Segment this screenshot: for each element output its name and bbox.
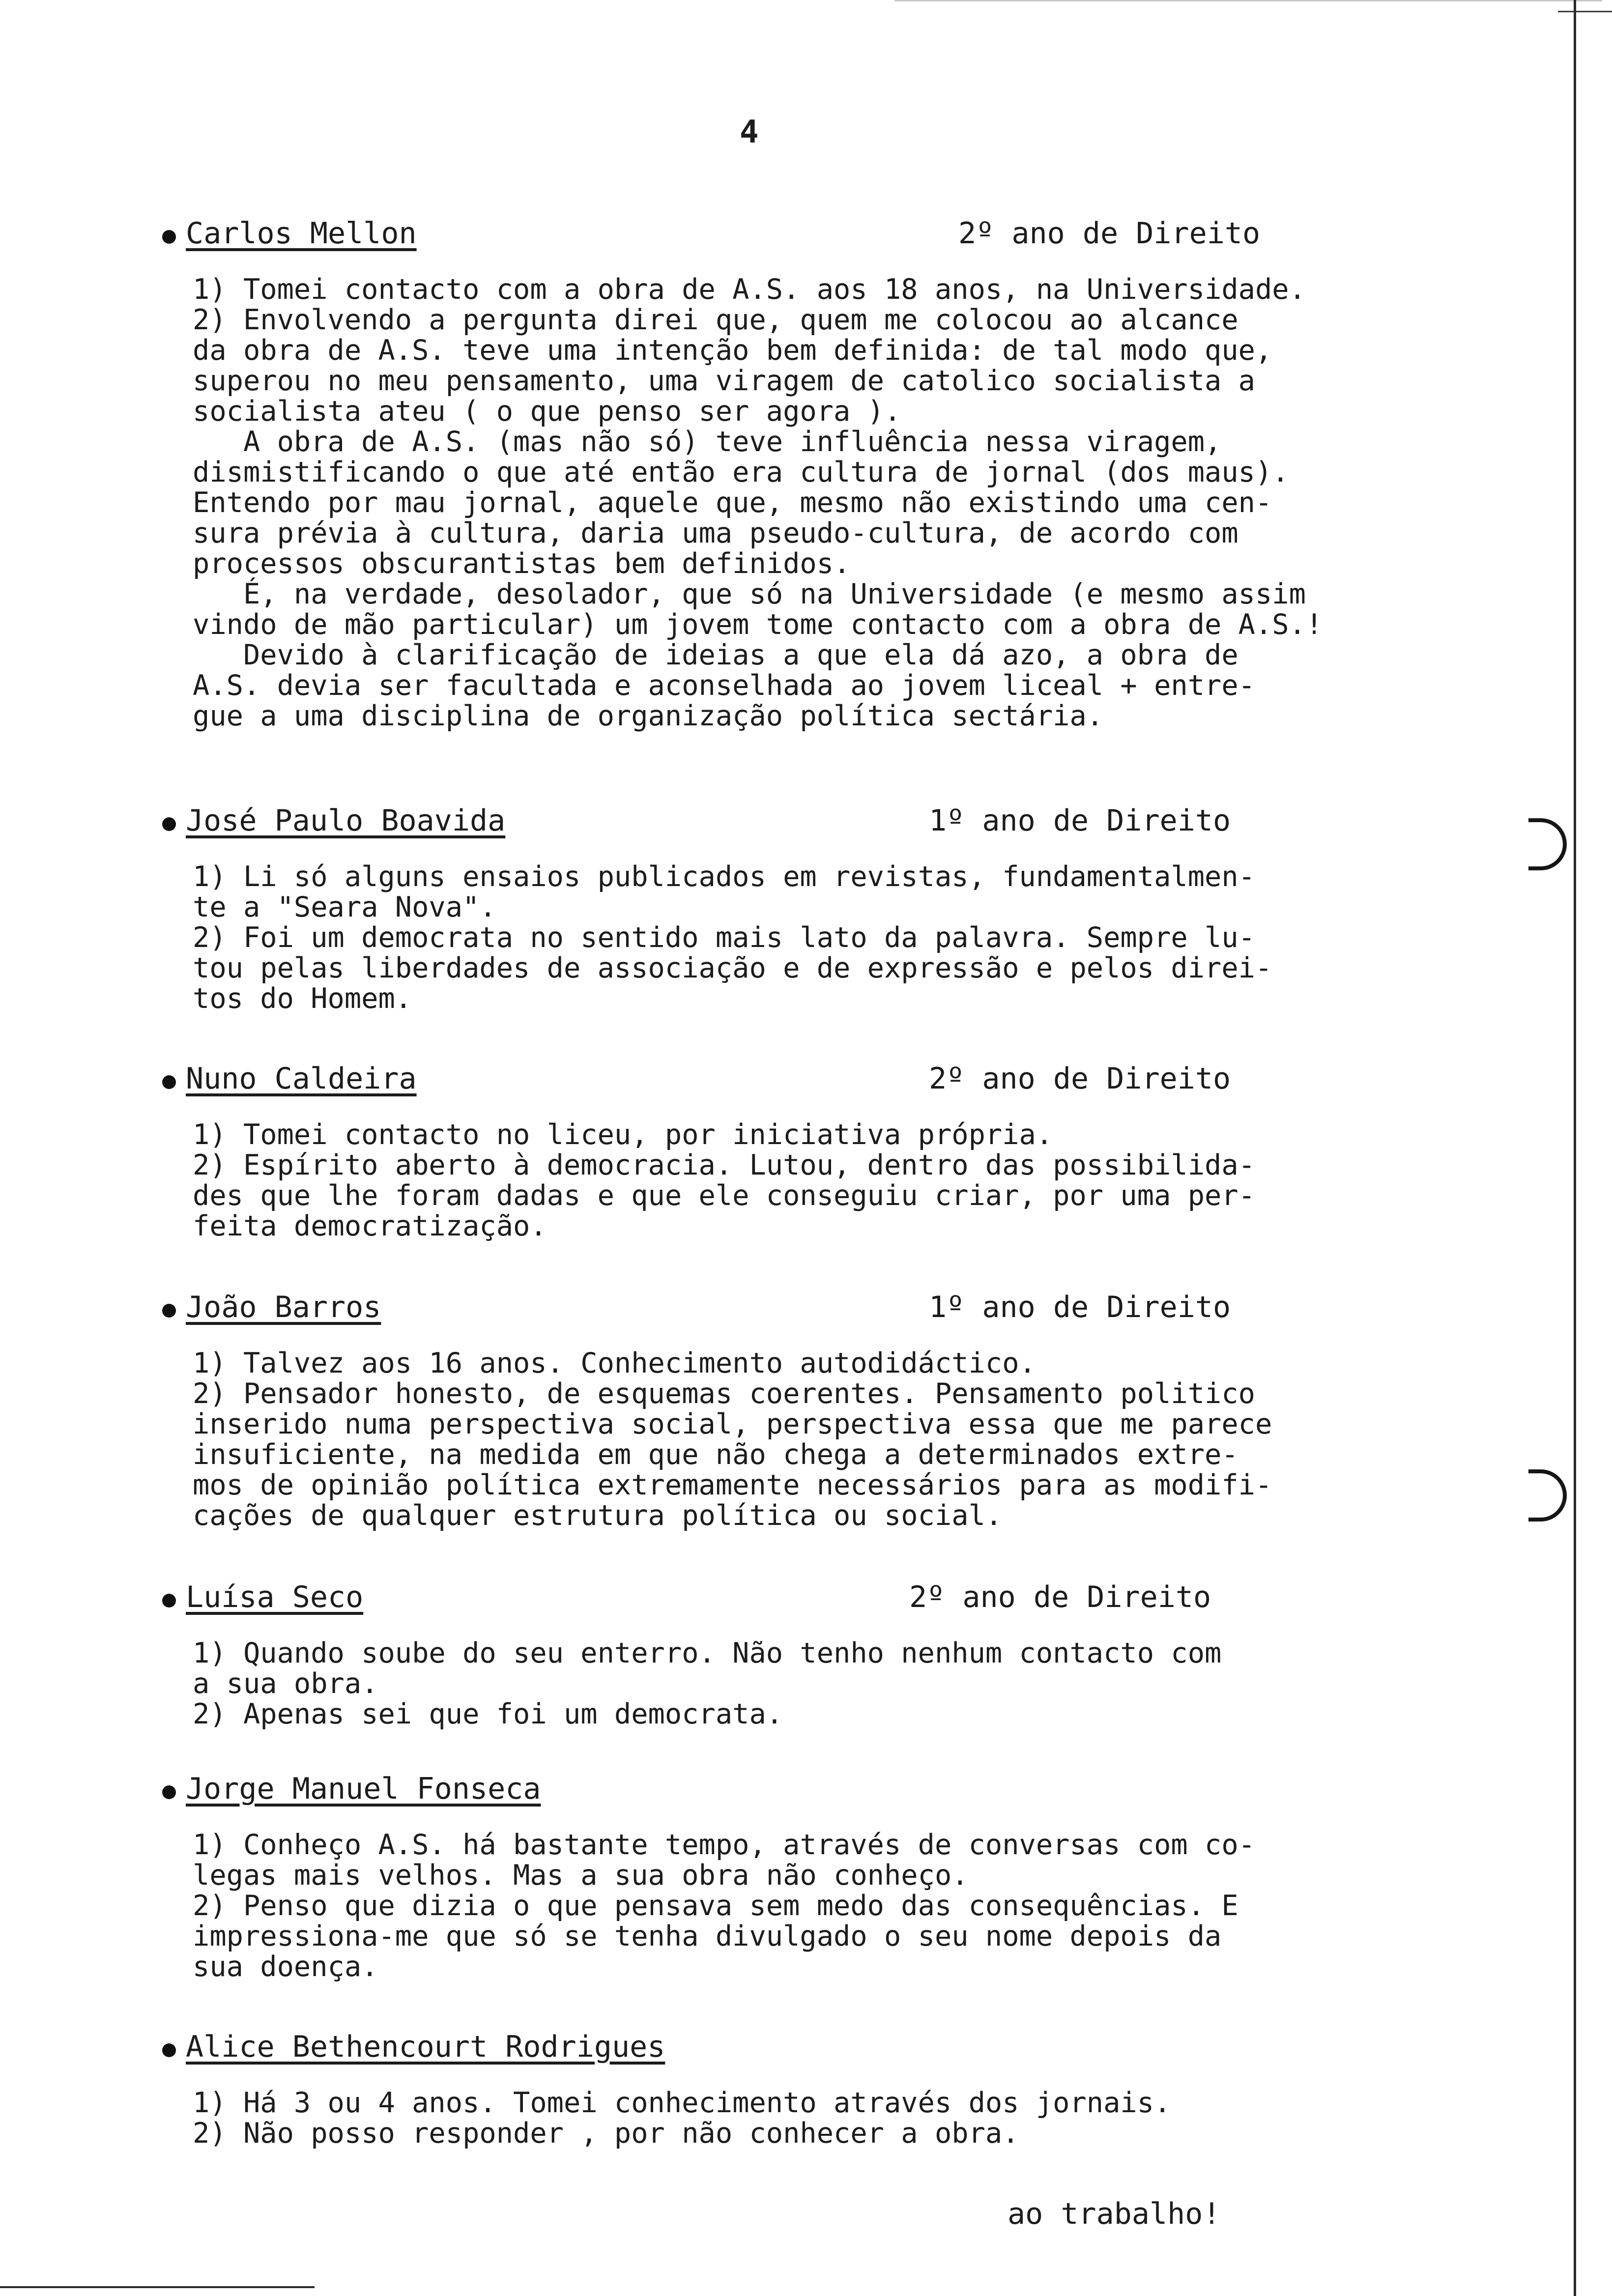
entry-header [162,216,1499,260]
person-name: Luísa Seco [186,1580,364,1614]
text-line: inserido numa perspectiva social, perspectiva essa que me parece [193,1408,1272,1440]
text-line: 1) Tomei contacto no liceu, por iniciativa própria. [193,1119,1053,1151]
course-label: 1º ano de Direito [929,804,1231,838]
entry-header [162,1290,1499,1334]
person-name: Alice Bethencourt Rodrigues [186,2030,665,2064]
text-line: socialista ateu ( o que penso ser agora ). [193,395,901,428]
right-edge-line [1574,0,1576,2296]
text-line: A.S. devia ser facultada e aconselhada ao jovem liceal + entre- [193,669,1255,702]
text-line: 1) Há 3 ou 4 anos. Tomei conhecimento através dos jornais. [193,2087,1171,2119]
text-line: sua doença. [193,1951,378,1983]
text-line: 2) Foi um democrata no sentido mais lato da palavra. Sempre lu- [193,921,1255,954]
text-line: tou pelas liberdades de associação e de expressão e pelos direi- [193,952,1272,984]
text-line: gue a uma disciplina de organização política sectária. [193,700,1104,732]
text-line: superou no meu pensamento, uma viragem de catolico socialista a [193,365,1255,397]
text-line: 2) Envolvendo a pergunta direi que, quem me colocou ao alcance [193,304,1238,336]
punch-hole-mark [1528,1469,1567,1521]
top-edge-line [894,0,1602,1]
text-line: vindo de mão particular) um jovem tome contacto com a obra de A.S.! [193,608,1323,641]
person-name: João Barros [186,1290,381,1324]
entry-header [162,2030,1499,2074]
text-line: Entendo por mau jornal, aquele que, mesmo não existindo uma cen- [193,487,1272,519]
person-name: Jorge Manuel Fonseca [186,1772,541,1806]
person-name: Nuno Caldeira [186,1062,417,1096]
text-line: mos de opinião política extremamente necessários para as modifi- [193,1469,1272,1501]
entry-joao-barros [162,1290,1499,1531]
text-line: A obra de A.S. (mas não só) teve influência nessa viragem, [193,426,1222,458]
entry-nuno-caldeira [162,1062,1499,1241]
text-line: processos obscurantistas bem definidos. [193,547,851,580]
text-line: 1) Conheço A.S. há bastante tempo, através de conversas com co- [193,1829,1255,1861]
text-line: da obra de A.S. teve uma intenção bem definida: de tal modo que, [193,334,1272,367]
text-line: legas mais velhos. Mas a sua obra não conheço. [193,1859,969,1892]
person-name: José Paulo Boavida [186,804,506,838]
text-line: É, na verdade, desolador, que só na Universidade (e mesmo assim [193,578,1306,610]
bottom-edge-line [0,2286,315,2288]
text-line: dismistificando o que até então era cultura de jornal (dos maus). [193,456,1289,488]
text-line: 1) Li só alguns ensaios publicados em revistas, fundamentalmen- [193,861,1255,893]
text-line: des que lhe foram dadas e que ele conseguiu criar, por uma per- [193,1179,1255,1212]
bullet-icon [162,1304,176,1318]
entry-header [162,1062,1499,1106]
bullet-icon [162,817,176,831]
course-label: 2º ano de Direito [958,216,1261,251]
bullet-icon [162,230,176,244]
entry-carlos-mellon [162,216,1499,731]
bullet-icon [162,2043,176,2057]
text-line: 2) Pensador honesto, de esquemas coerentes. Pensamento politico [193,1378,1255,1410]
bullet-icon [162,1594,176,1607]
text-line: sura prévia à cultura, daria uma pseudo-cultura, de acordo com [193,517,1238,549]
entry-header [162,1772,1499,1816]
text-line: 2) Não posso responder , por não conhecer a obra. [193,2117,1019,2150]
course-label: 2º ano de Direito [909,1580,1211,1614]
person-name: Carlos Mellon [186,216,417,251]
entry-jorge-manuel-fonseca [162,1772,1499,1982]
text-line: cações de qualquer estrutura política ou social. [193,1499,1003,1532]
text-line: 1) Talvez aos 16 anos. Conhecimento autodidáctico. [193,1347,1036,1379]
text-line: 2) Penso que dizia o que pensava sem medo das consequências. E [193,1890,1238,1922]
entry-header [162,1580,1499,1624]
text-line: feita democratização. [193,1210,547,1242]
closing-note: ao trabalho! [1008,2197,1221,2231]
text-line: insuficiente, na medida em que não chega a determinados extre- [193,1438,1238,1471]
text-line: tos do Homem. [193,982,412,1015]
course-label: 2º ano de Direito [929,1062,1231,1096]
text-line: 2) Espírito aberto à democracia. Lutou, dentro das possibilida- [193,1149,1255,1181]
punch-hole-mark [1528,818,1567,870]
page-number: 4 [740,114,759,150]
text-line: impressiona-me que só se tenha divulgado o seu nome depois da [193,1920,1222,1952]
text-line: 2) Apenas sei que foi um democrata. [193,1698,783,1730]
entry-jose-paulo-boavida [162,804,1499,1014]
course-label: 1º ano de Direito [929,1290,1231,1324]
text-line: Devido à clarificação de ideias a que ela dá azo, a obra de [193,639,1238,671]
entry-header [162,804,1499,848]
bullet-icon [162,1785,176,1799]
text-line: a sua obra. [193,1667,378,1700]
entry-alice-bethencourt-rodrigues [162,2030,1499,2149]
text-line: 1) Tomei contacto com a obra de A.S. aos 18 anos, na Universidade. [193,273,1306,306]
top-corner-mark [1558,11,1612,12]
text-line: te a "Seara Nova". [193,891,496,923]
text-line: 1) Quando soube do seu enterro. Não tenho nenhum contacto com [193,1637,1222,1669]
bullet-icon [162,1075,176,1089]
entry-luisa-seco [162,1580,1499,1729]
